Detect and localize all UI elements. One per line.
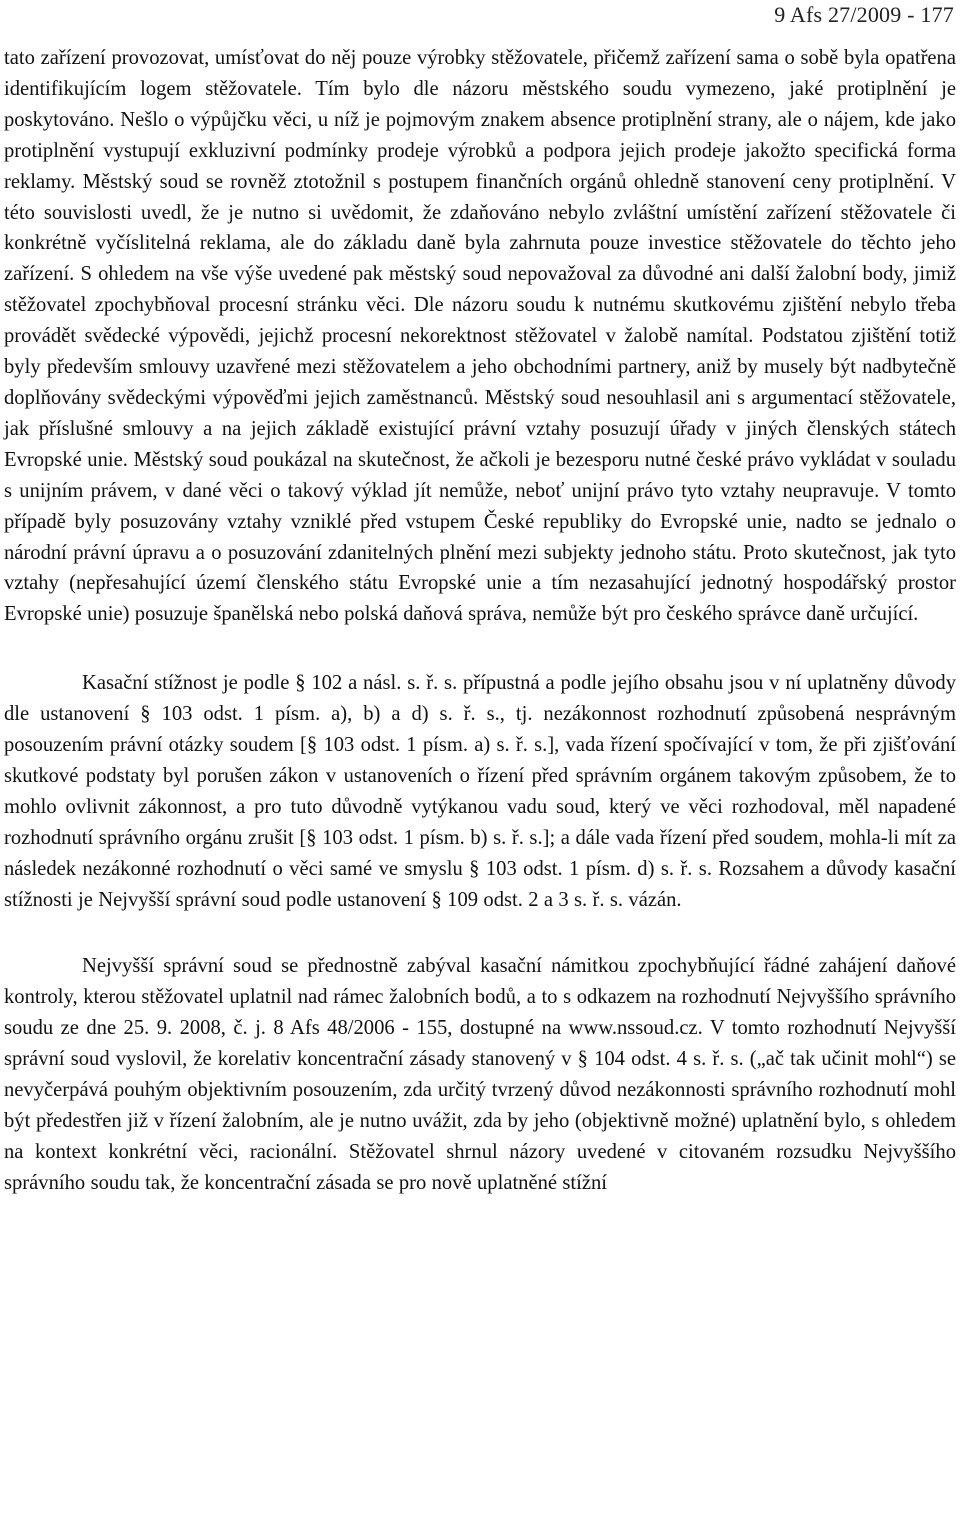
case-number-header: 9 Afs 27/2009 - 177 [774,2,954,27]
paragraph-spacer [4,915,956,951]
paragraph-1: tato zařízení provozovat, umísťovat do něj pouze výrobky stěžovatele, přičemž zařízení sama o sobě byla opatřena identifikujícím logem stěžovatele. Tím bylo dle názoru městského soudu vymezeno, jaké protiplnění je poskytováno. Nešlo o výpůjčku věci, u níž je pojmovým znakem absence protiplnění strany, ale o nájem, kde jako protiplnění vystupují exkluzivní podmínky prodeje výrobků a podpora jejich prodeje jakožto specifická forma reklamy. Městský soud se rovněž ztotožnil s postupem finančních orgánů ohledně stanovení ceny protiplnění. V této souvislosti uvedl, že je nutno si uvědomit, že zdaňováno nebylo zvláštní umístění zařízení stěžovatele či konkrétně vyčíslitelná reklama, ale do základu daně byla zahrnuta pouze investice stěžovatele do těchto jeho zařízení. S ohledem na vše výše uvedené pak městský soud nepovažoval za důvodné ani další žalobní body, jimiž stěžovatel zpochybňoval procesní stránku věci. Dle názoru soudu k nutnému skutkovému zjištění nebylo třeba provádět svědecké výpovědi, jejichž procesní nekorektnost stěžovatel v žalobě namítal. Podstatou zjištění totiž byly především smlouvy uzavřené mezi stěžovatelem a jeho obchodními partnery, aniž by musely být nadbytečně doplňovány svědeckými výpověďmi jejich zaměstnanců. Městský soud nesouhlasil ani s argumentací stěžovatele, jak příslušné smlouvy a na jejich základě existující právní vztahy posuzují úřady v jiných členských státech Evropské unie. Městský soud poukázal na skutečnost, že ačkoli je bezesporu nutné české právo vykládat v souladu s unijním právem, v dané věci o takový výklad jít nemůže, neboť unijní právo tyto vztahy neupravuje. V tomto případě byly posuzovány vztahy vzniklé před vstupem České republiky do Evropské unie, nadto se jednalo o národní právní úpravu a o posuzování zdanitelných plnění mezi subjekty jednoho státu. Proto skutečnost, jak tyto vztahy (nepřesahující území členského státu Evropské unie a tím nezasahující jednotný hospodářský prostor Evropské unie) posuzuje španělská nebo polská daňová správa, nemůže být pro českého správce daně určující. [4,47,956,626]
document-body [4,43,956,1199]
paragraph-2: Kasační stížnost je podle § 102 a násl. s. ř. s. přípustná a podle jejího obsahu jsou v ní uplatněny důvody dle ustanovení § 103 odst. 1 písm. a), b) a d) s. ř. s., tj. nezákonnost rozhodnutí způsobená nesprávným posouzením právní otázky soudem [§ 103 odst. 1 písm. a) s. ř. s.], vada řízení spočívající v tom, že při zjišťování skutkové podstaty byl porušen zákon v ustanoveních o řízení před správním orgánem takovým způsobem, že to mohlo ovlivnit zákonnost, a pro tuto důvodně vytýkanou vadu soud, který ve věci rozhodoval, měl napadené rozhodnutí správního orgánu zrušit [§ 103 odst. 1 písm. b) s. ř. s.]; a dále vada řízení před soudem, mohla-li mít za následek nezákonné rozhodnutí o věci samé ve smyslu § 103 odst. 1 písm. d) s. ř. s. Rozsahem a důvody kasační stížnosti je Nejvyšší správní soud podle ustanovení § 109 odst. 2 a 3 s. ř. s. vázán. [4,672,956,911]
paragraph-3: Nejvyšší správní soud se přednostně zabýval kasační námitkou zpochybňující řádné zahájení daňové kontroly, kterou stěžovatel uplatnil nad rámec žalobních bodů, a to s odkazem na rozhodnutí Nejvyššího správního soudu ze dne 25. 9. 2008, č. j. 8 Afs 48/2006 - 155, dostupné na www.nssoud.cz. V tomto rozhodnutí Nejvyšší správní soud vyslovil, že korelativ koncentrační zásady stanovený v § 104 odst. 4 s. ř. s. („ač tak učinit mohl“) se nevyčerpává pouhým objektivním posouzením, zda určitý tvrzený důvod nezákonnosti správního rozhodnutí mohl být předestřen již v řízení žalobním, ale je nutno uvážit, zda by jeho (objektivně možné) uplatnění bylo, s ohledem na kontext konkrétní věci, racionální. Stěžovatel shrnul názory uvedené v citovaném rozsudku Nejvyššího správního soudu tak, že koncentrační zásada se pro nově uplatněné stížní [4,955,956,1194]
paragraph-spacer [4,630,956,668]
